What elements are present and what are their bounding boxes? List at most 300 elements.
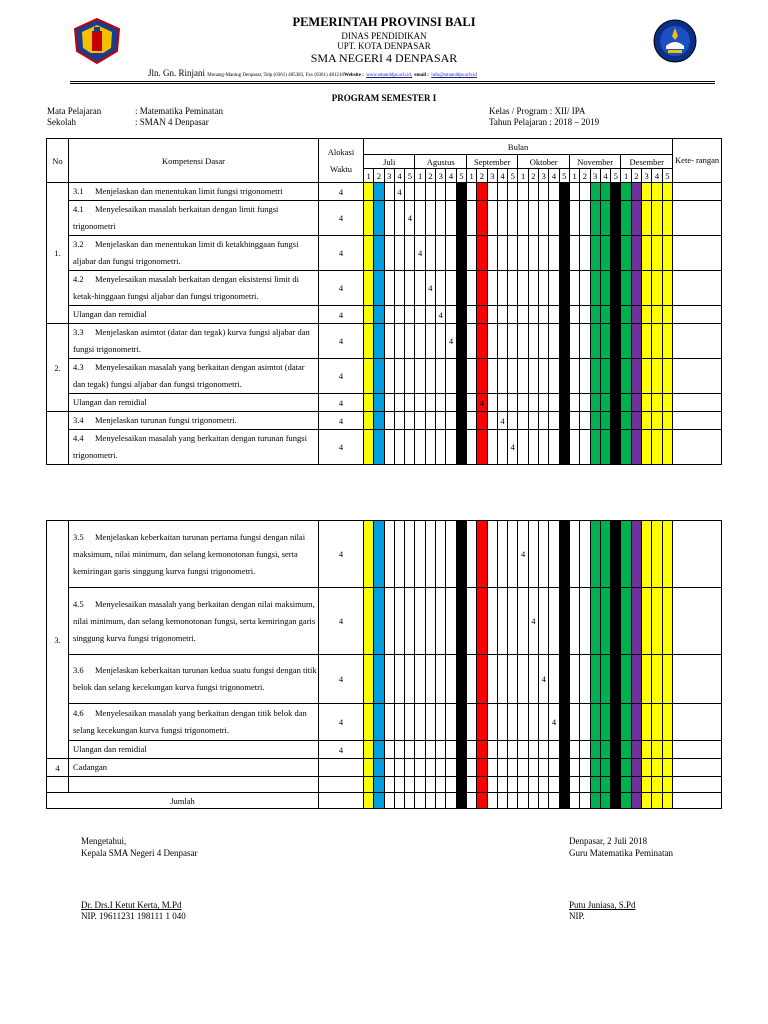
week-cell (415, 521, 425, 588)
week-cell (508, 183, 518, 201)
week-cell (456, 793, 466, 809)
week-cell (374, 655, 384, 704)
week-cell (487, 588, 497, 655)
competency-text: Ulangan dan remidial (73, 309, 147, 319)
week-cell (621, 741, 631, 759)
week-cell (662, 412, 673, 430)
week-cell (364, 412, 374, 430)
remarks-cell (672, 759, 721, 777)
week-cell (600, 793, 610, 809)
week-header: 3 (539, 169, 549, 183)
week-cell (528, 201, 538, 236)
week-cell (590, 201, 600, 236)
week-cell (539, 324, 549, 359)
week-header: 2 (374, 169, 384, 183)
week-cell (580, 655, 590, 704)
week-cell (631, 588, 641, 655)
week-cell (446, 359, 456, 394)
week-cell (600, 741, 610, 759)
week-cell (436, 521, 446, 588)
week-cell (549, 588, 559, 655)
week-cell (559, 271, 569, 306)
week-cell (569, 271, 579, 306)
week-cell (415, 655, 425, 704)
week-cell (364, 324, 374, 359)
row-number: 4 (47, 759, 69, 777)
week-cell (384, 793, 394, 809)
competency-text: Menyelesaikan masalah yang berkaitan dengan nilai maksimum, nilai minimum, dan selang kemonotonan fungsi, serta kemiringan garis singgung kurva fungsi trigonometri. (73, 598, 316, 643)
week-cell (600, 704, 610, 741)
week-cell (559, 704, 569, 741)
week-cell-filled: 4 (436, 306, 446, 324)
competency-text: Cadangan (73, 762, 107, 772)
week-cell (631, 271, 641, 306)
week-cell (415, 306, 425, 324)
week-cell (384, 306, 394, 324)
competency-cell (69, 359, 319, 394)
week-cell (662, 777, 672, 793)
week-cell (569, 793, 579, 809)
week-cell (611, 183, 621, 201)
competency-number: 3.4 (73, 415, 84, 425)
week-cell (600, 359, 610, 394)
competency-number: 3.6 (73, 665, 84, 675)
week-cell (611, 759, 621, 777)
week-cell (456, 394, 466, 412)
meta-school-value: : SMAN 4 Denpasar (135, 117, 209, 127)
week-cell-filled: 4 (456, 359, 466, 394)
meta-academic-year: Tahun Pelajaran : 2018 – 2019 (489, 117, 600, 127)
week-cell (539, 412, 549, 430)
week-cell (528, 236, 538, 271)
competency-cell (69, 588, 319, 655)
week-cell (590, 324, 600, 359)
week-cell (508, 741, 518, 759)
week-cell (528, 655, 538, 704)
week-cell (600, 759, 610, 777)
week-cell (611, 704, 621, 741)
competency-text: Menyelesaikan masalah yang berkaitan dengan asimtot (datar dan tegak) fungsi aljabar dan fungsi trigonometri. (73, 362, 305, 389)
week-cell (466, 521, 476, 588)
email-label: email : (414, 73, 429, 78)
week-cell (621, 359, 631, 394)
week-cell (621, 430, 631, 465)
week-cell (364, 236, 374, 271)
week-cell (539, 394, 549, 412)
week-cell (642, 183, 652, 201)
week-cell (518, 324, 528, 359)
week-cell (569, 324, 579, 359)
week-cell (611, 655, 621, 704)
week-cell (549, 183, 559, 201)
week-cell (662, 359, 673, 394)
week-cell (405, 394, 415, 412)
week-cell (415, 588, 425, 655)
week-cell (364, 655, 374, 704)
week-header: 1 (518, 169, 528, 183)
competency-row (47, 271, 722, 306)
week-cell (394, 359, 404, 394)
week-cell (518, 588, 528, 655)
week-cell (466, 394, 476, 412)
remarks-cell (672, 793, 721, 809)
semester-program-table (46, 138, 722, 465)
week-cell (518, 741, 528, 759)
week-cell (621, 201, 631, 236)
week-cell (364, 588, 374, 655)
week-cell (425, 183, 435, 201)
competency-row (47, 759, 722, 777)
competency-number: 4.1 (73, 204, 84, 214)
week-cell (508, 201, 518, 236)
week-cell (590, 777, 600, 793)
week-cell (559, 183, 569, 201)
week-cell (580, 793, 590, 809)
week-cell (487, 394, 497, 412)
time-allocation: 4 (319, 359, 364, 394)
week-cell (559, 359, 569, 394)
week-cell (549, 412, 559, 430)
week-cell (518, 777, 528, 793)
week-cell (497, 394, 507, 412)
week-header: 2 (477, 169, 487, 183)
week-cell (374, 759, 384, 777)
week-cell (662, 793, 672, 809)
week-cell (611, 412, 621, 430)
week-cell (487, 741, 497, 759)
week-cell (487, 777, 497, 793)
week-cell (446, 704, 456, 741)
week-cell (425, 324, 435, 359)
time-allocation: 4 (319, 521, 364, 588)
week-cell (652, 655, 662, 704)
week-cell-filled: 4 (415, 236, 425, 271)
week-cell (590, 306, 600, 324)
week-cell (652, 236, 662, 271)
week-cell (549, 306, 559, 324)
week-cell (528, 521, 538, 588)
week-cell (518, 271, 528, 306)
week-cell (549, 430, 559, 465)
week-cell (436, 655, 446, 704)
week-cell (508, 759, 518, 777)
week-cell (518, 236, 528, 271)
time-allocation: 4 (319, 704, 364, 741)
week-cell (631, 521, 641, 588)
time-allocation: 4 (319, 306, 364, 324)
week-cell (600, 394, 610, 412)
week-cell (549, 201, 559, 236)
week-cell (621, 521, 631, 588)
week-cell (621, 394, 631, 412)
week-cell (374, 741, 384, 759)
week-cell (487, 236, 497, 271)
competency-number: 3.3 (73, 327, 84, 337)
week-cell (384, 271, 394, 306)
week-cell (642, 324, 652, 359)
competency-text: Menyelesaikan masalah berkaitan dengan eksistensi limit di ketak-hinggaan fungsi aljabar dan fungsi trigonometri. (73, 274, 299, 301)
week-cell (590, 236, 600, 271)
col-header-no: No (47, 139, 69, 183)
competency-row (47, 655, 722, 704)
week-cell (539, 588, 549, 655)
week-cell (466, 236, 476, 271)
week-cell (487, 201, 497, 236)
week-header: 4 (600, 169, 610, 183)
week-cell (528, 741, 538, 759)
week-cell (590, 704, 600, 741)
week-cell (415, 741, 425, 759)
week-cell (477, 741, 487, 759)
semester-program-table-continued (46, 520, 722, 809)
week-header: 1 (466, 169, 476, 183)
week-cell (497, 759, 507, 777)
week-header: 1 (415, 169, 425, 183)
competency-row (47, 236, 722, 271)
week-cell (611, 588, 621, 655)
week-cell (497, 271, 507, 306)
week-cell (456, 236, 466, 271)
week-cell (415, 777, 425, 793)
week-header: 5 (611, 169, 621, 183)
week-cell (559, 306, 569, 324)
week-cell (631, 430, 641, 465)
competency-text: Ulangan dan remidial (73, 744, 147, 754)
week-cell (611, 394, 621, 412)
week-cell (569, 741, 579, 759)
week-cell (487, 271, 497, 306)
sign-right-role: Guru Matematika Peminatan (569, 848, 673, 858)
week-cell (456, 201, 466, 236)
week-cell (384, 777, 394, 793)
header-department: DINAS PENDIDIKAN (341, 31, 427, 41)
competency-text: Menjelaskan keberkaitan turunan pertama fungsi dengan nilai maksimum, nilai minimum, dan selang kemonotonan fungsi, serta kemiringan garis singgung kurva fungsi trigonometri. (73, 531, 306, 576)
week-cell (477, 359, 487, 394)
week-cell (539, 201, 549, 236)
week-cell (580, 521, 590, 588)
week-cell (394, 793, 404, 809)
week-cell (590, 394, 600, 412)
week-cell (374, 793, 384, 809)
week-header: 2 (528, 169, 538, 183)
week-cell (508, 588, 518, 655)
week-cell-filled: 4 (405, 201, 415, 236)
competency-text: Ulangan dan remidial (73, 397, 147, 407)
week-cell (394, 394, 404, 412)
competency-text: Menyelesaikan masalah yang berkaitan dengan turunan fungsi trigonometri. (73, 433, 307, 460)
week-cell (436, 588, 446, 655)
week-cell (374, 236, 384, 271)
week-cell (497, 777, 507, 793)
competency-cell (69, 412, 319, 430)
week-cell (384, 236, 394, 271)
week-cell (374, 394, 384, 412)
week-cell (466, 183, 476, 201)
week-cell (394, 236, 404, 271)
header-government: PEMERINTAH PROVINSI BALI (292, 15, 476, 29)
header-school-name: SMA NEGERI 4 DENPASAR (310, 51, 458, 65)
week-cell (642, 777, 652, 793)
month-header: Agustus (415, 155, 466, 169)
week-cell (642, 412, 652, 430)
week-cell (394, 704, 404, 741)
week-cell-filled: 4 (508, 430, 518, 465)
week-cell (405, 741, 415, 759)
week-cell (642, 236, 652, 271)
week-cell (631, 741, 641, 759)
week-cell (446, 521, 456, 588)
week-cell (446, 655, 456, 704)
week-cell (642, 306, 652, 324)
week-cell (569, 394, 579, 412)
week-cell (580, 324, 590, 359)
week-cell (559, 655, 569, 704)
week-cell (456, 741, 466, 759)
week-cell (384, 394, 394, 412)
week-cell (569, 430, 579, 465)
remarks-cell (672, 704, 721, 741)
week-cell (559, 588, 569, 655)
time-allocation (319, 777, 364, 793)
week-cell (652, 412, 662, 430)
competency-cell (69, 183, 319, 201)
week-cell (425, 521, 435, 588)
week-cell (487, 324, 497, 359)
time-allocation: 4 (319, 324, 364, 359)
header-divider-thin (70, 83, 715, 84)
week-cell (580, 741, 590, 759)
week-cell (456, 183, 466, 201)
week-cell (446, 201, 456, 236)
week-cell (425, 655, 435, 704)
week-cell (539, 704, 549, 741)
week-cell (384, 588, 394, 655)
week-cell (466, 412, 476, 430)
week-cell (652, 793, 662, 809)
week-cell (590, 183, 600, 201)
week-cell (487, 704, 497, 741)
week-cell (549, 394, 559, 412)
week-cell (621, 759, 631, 777)
week-cell (631, 183, 641, 201)
week-cell (611, 741, 621, 759)
email-link[interactable]: info@sman4dps.sch.id (431, 73, 477, 78)
website-link[interactable]: www.sman4dps.sch.id, (366, 73, 413, 78)
week-cell (528, 793, 538, 809)
week-cell (528, 183, 538, 201)
week-cell (456, 759, 466, 777)
week-cell (559, 777, 569, 793)
week-cell (580, 394, 590, 412)
week-cell (528, 777, 538, 793)
week-cell (405, 430, 415, 465)
competency-text: Menjelaskan asimtot (datar dan tegak) kurva fungsi aljabar dan fungsi trigonometri. (73, 327, 310, 354)
sign-left-name: Dr. Drs.I Ketut Kerta, M.Pd (81, 900, 182, 910)
week-cell (621, 793, 631, 809)
week-cell-filled: 4 (477, 394, 487, 412)
week-cell (425, 704, 435, 741)
week-cell-filled: 4 (559, 741, 569, 759)
week-cell (528, 412, 538, 430)
week-cell (652, 183, 662, 201)
week-cell (384, 359, 394, 394)
week-cell (621, 306, 631, 324)
week-cell (652, 271, 662, 306)
total-label: Jumlah (47, 793, 319, 809)
week-cell (580, 359, 590, 394)
week-cell (539, 759, 549, 777)
week-cell (508, 394, 518, 412)
week-cell (528, 271, 538, 306)
week-cell (415, 271, 425, 306)
week-cell (611, 324, 621, 359)
week-cell (436, 412, 446, 430)
competency-number: 4.3 (73, 362, 84, 372)
week-cell (549, 521, 559, 588)
week-cell (487, 655, 497, 704)
week-cell (539, 793, 549, 809)
competency-cell (69, 704, 319, 741)
week-cell (394, 777, 404, 793)
week-cell (662, 236, 673, 271)
week-cell (569, 588, 579, 655)
competency-row (47, 430, 722, 465)
week-cell (497, 324, 507, 359)
week-cell (652, 324, 662, 359)
sign-right-name: Putu Juniasa, S.Pd (569, 900, 636, 910)
week-cell (477, 412, 487, 430)
week-cell (374, 521, 384, 588)
remarks-cell (673, 412, 722, 430)
week-cell (642, 394, 652, 412)
week-cell (446, 741, 456, 759)
week-cell (590, 412, 600, 430)
week-cell (642, 741, 652, 759)
month-header: November (569, 155, 620, 169)
week-cell (487, 521, 497, 588)
row-number (47, 412, 69, 465)
week-cell (477, 236, 487, 271)
week-cell (415, 704, 425, 741)
week-cell (559, 412, 569, 430)
remarks-cell (672, 741, 721, 759)
header-address (148, 68, 477, 78)
week-cell (600, 777, 610, 793)
week-cell (652, 588, 662, 655)
competency-row (47, 412, 722, 430)
week-cell (518, 201, 528, 236)
week-cell (364, 521, 374, 588)
week-cell (415, 201, 425, 236)
header-divider (70, 81, 715, 82)
week-cell (384, 741, 394, 759)
meta-school-label: Sekolah (47, 117, 76, 127)
week-cell (611, 430, 621, 465)
week-cell (600, 430, 610, 465)
week-cell (456, 704, 466, 741)
week-cell (569, 412, 579, 430)
week-cell (611, 359, 621, 394)
week-cell (642, 201, 652, 236)
week-cell (600, 324, 610, 359)
week-cell (384, 521, 394, 588)
week-cell (569, 359, 579, 394)
week-cell (549, 741, 559, 759)
week-cell (580, 777, 590, 793)
week-cell (528, 394, 538, 412)
week-cell (569, 201, 579, 236)
week-cell (539, 521, 549, 588)
